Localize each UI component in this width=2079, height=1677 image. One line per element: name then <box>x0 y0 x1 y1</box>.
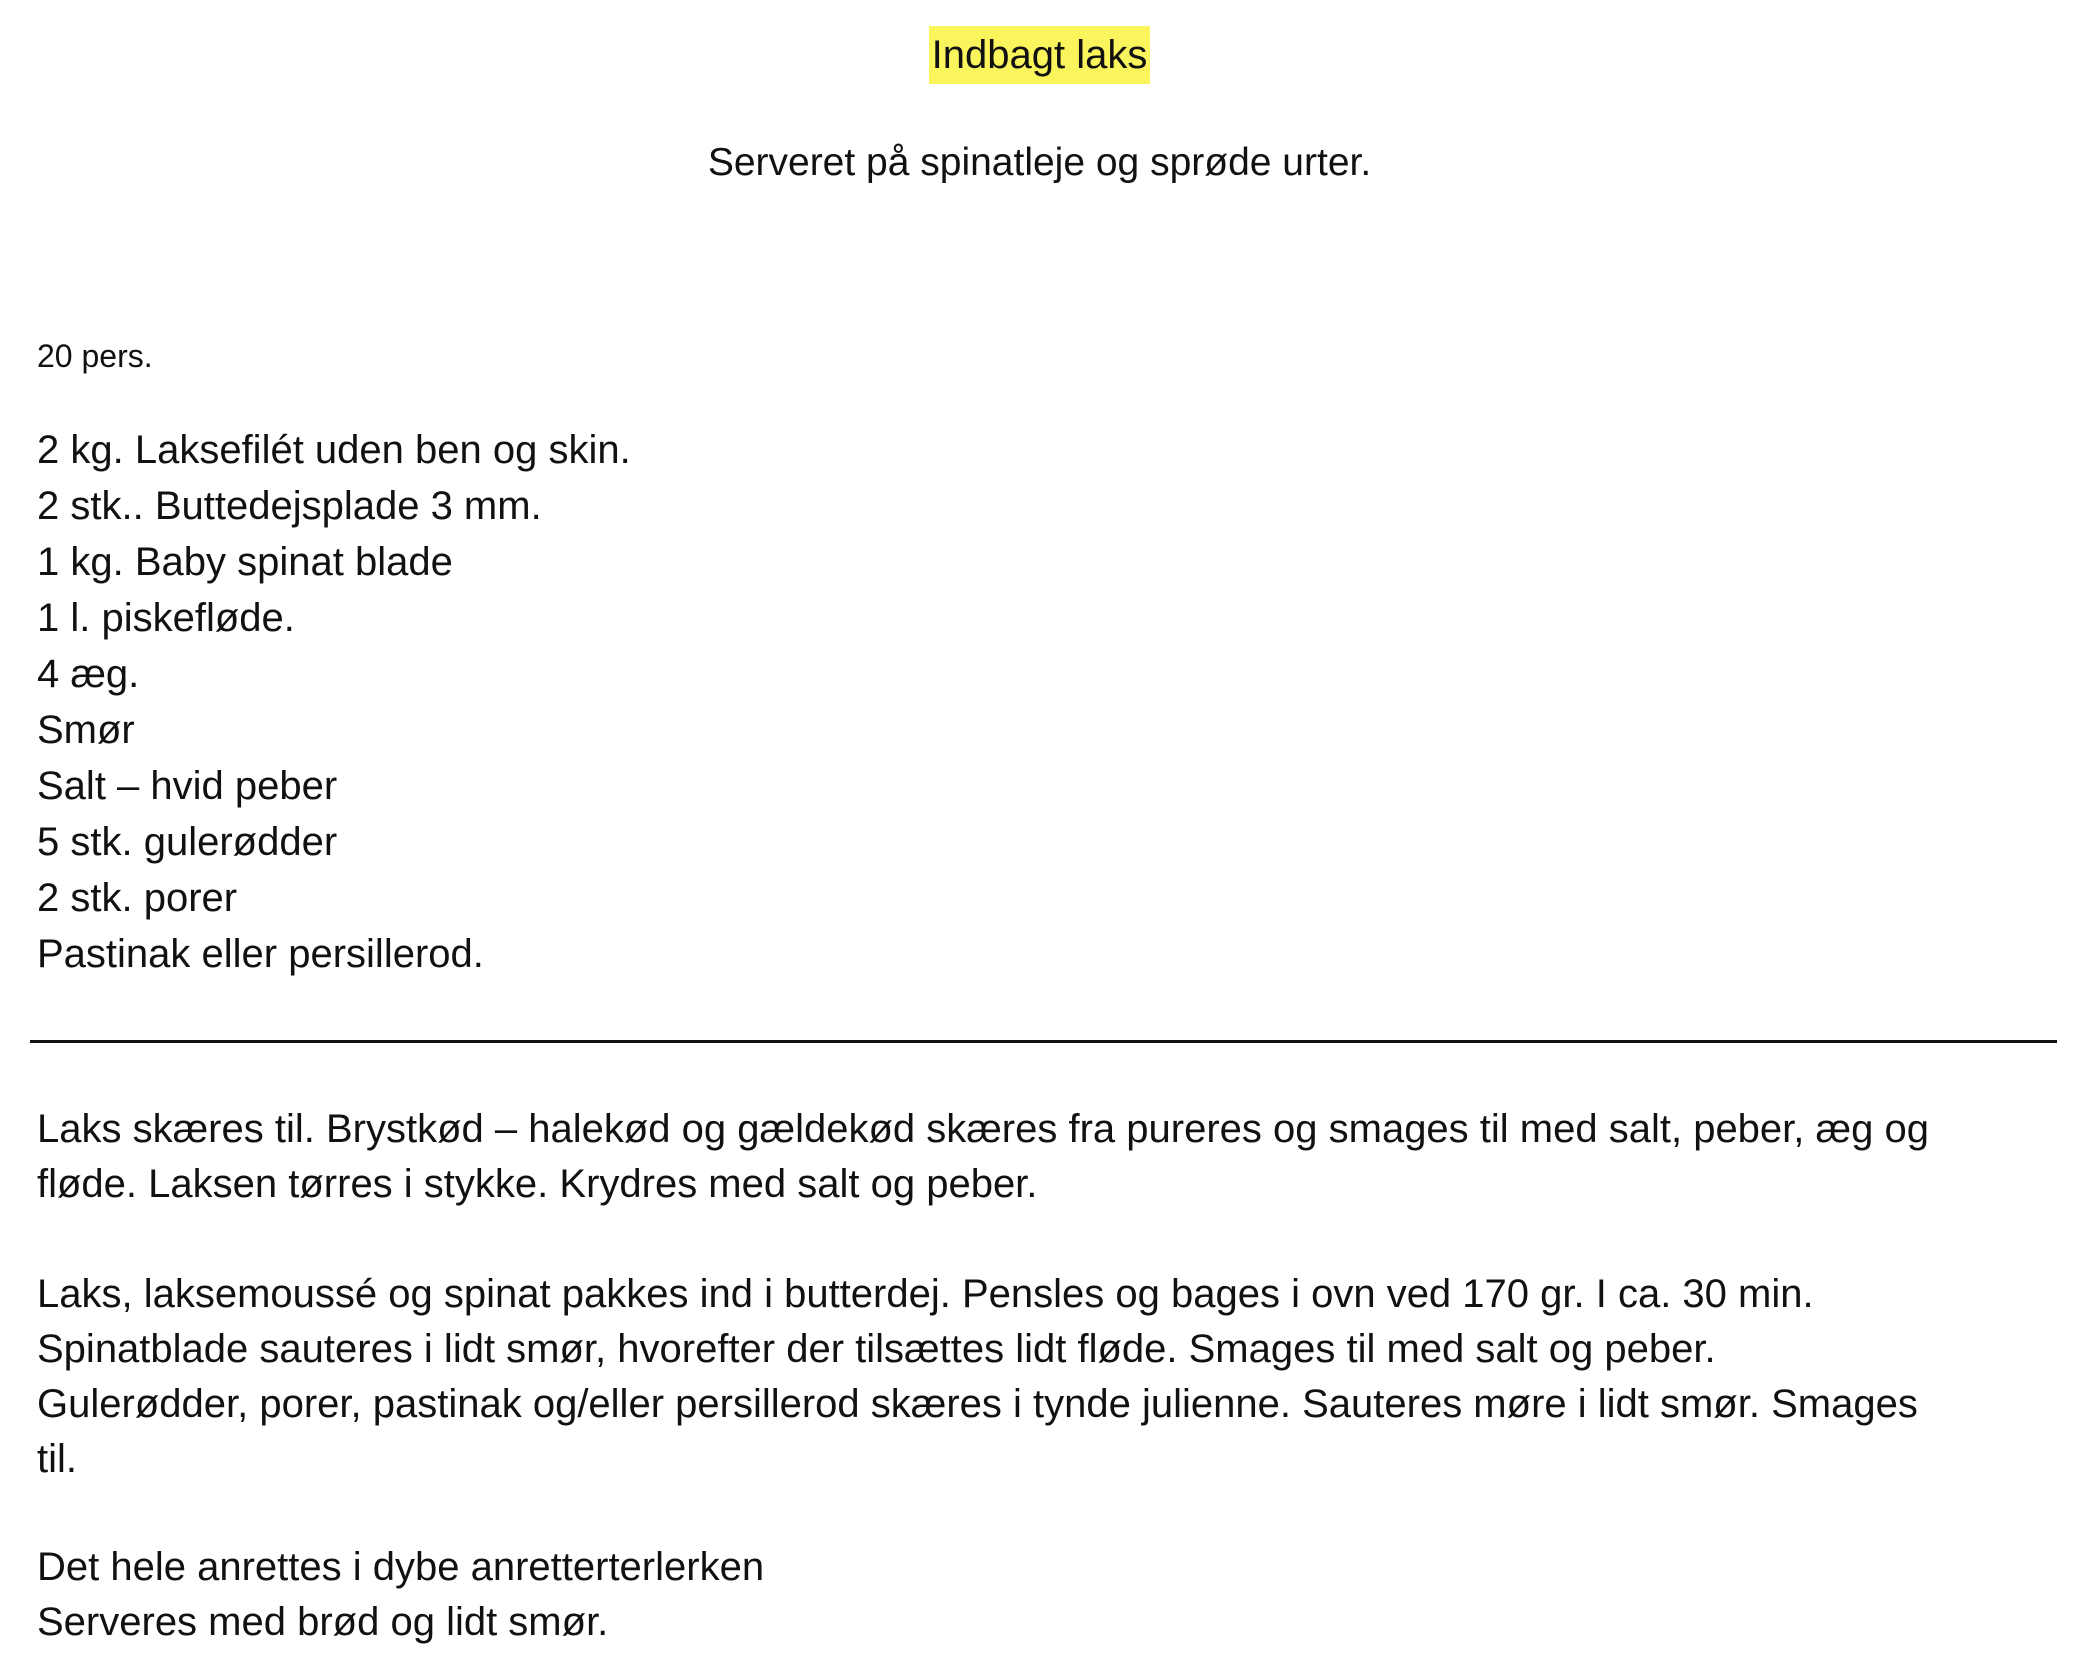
method-line: Laks, laksemoussé og spinat pakkes ind i butterdej. Pensles og bages i ovn ved 170 gr. I ca. 30 min. <box>37 1272 1814 1316</box>
method-paragraph-2 <box>37 1267 2047 1487</box>
ingredient-item: 1 l. piskefløde. <box>37 596 295 640</box>
ingredient-item: 5 stk. gulerødder <box>37 820 338 864</box>
ingredient-item: Salt – hvid peber <box>37 764 338 808</box>
method-line: til. <box>37 1437 77 1481</box>
method-line: Laks skæres til. Brystkød – halekød og gældekød skæres fra pureres og smages til med salt, peber, æg og <box>37 1107 1929 1151</box>
title-row <box>0 26 2079 84</box>
ingredient-item: 2 stk.. Buttedejsplade 3 mm. <box>37 484 542 528</box>
method-line: Serveres med brød og lidt smør. <box>37 1600 609 1644</box>
method-line: Det hele anrettes i dybe anretterterlerken <box>37 1545 765 1589</box>
servings-label: 20 pers. <box>37 338 153 374</box>
ingredient-item: Pastinak eller persillerod. <box>37 932 484 976</box>
ingredient-item: 2 stk. porer <box>37 876 238 920</box>
recipe-title: Indbagt laks <box>929 26 1151 84</box>
method-line: Spinatblade sauteres i lidt smør, hvorefter der tilsættes lidt fløde. Smages til med salt og peber. <box>37 1327 1716 1371</box>
method-paragraph-3 <box>37 1540 2047 1650</box>
method-paragraph-1 <box>37 1102 2047 1212</box>
ingredient-item: 2 kg. Laksefilét uden ben og skin. <box>37 428 631 472</box>
section-divider <box>30 1040 2057 1043</box>
ingredient-item: Smør <box>37 708 135 752</box>
ingredient-list <box>37 422 631 982</box>
ingredient-item: 1 kg. Baby spinat blade <box>37 540 453 584</box>
method-line: fløde. Laksen tørres i stykke. Krydres med salt og peber. <box>37 1162 1038 1206</box>
method-line: Gulerødder, porer, pastinak og/eller persillerod skæres i tynde julienne. Sauteres møre i lidt smør. Smages <box>37 1382 1918 1426</box>
recipe-subtitle: Serveret på spinatleje og sprøde urter. <box>707 141 1372 184</box>
ingredient-item: 4 æg. <box>37 652 140 696</box>
